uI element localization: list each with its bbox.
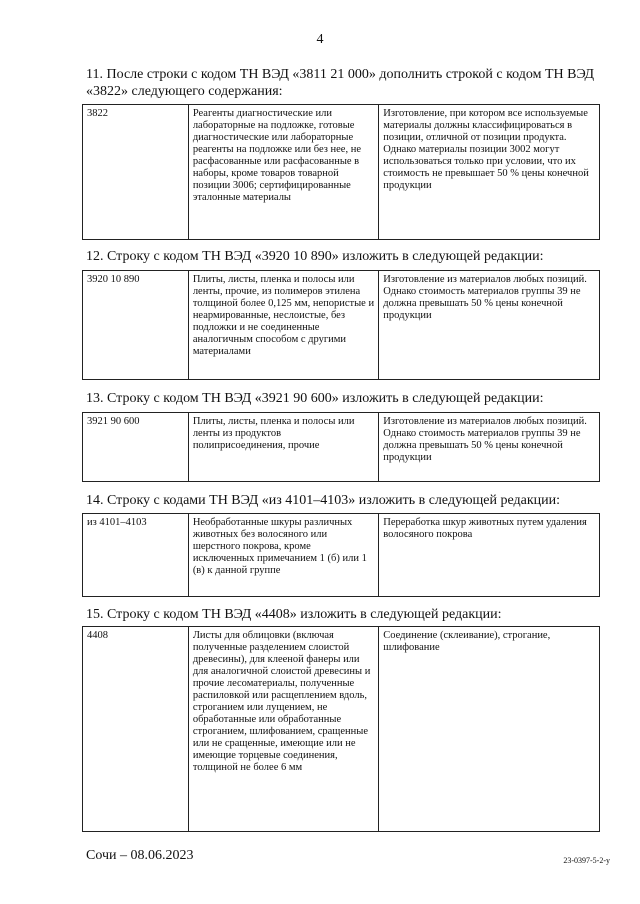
section-12-heading: 12. Строку с кодом ТН ВЭД «3920 10 890» изложить в следующей редакции:	[86, 249, 544, 264]
hs-code-cell: 3822	[83, 105, 189, 240]
section-14-table	[82, 513, 600, 597]
section-15-table	[82, 626, 600, 832]
product-description-cell: Плиты, листы, пленка и полосы или ленты, прочие, из полимеров этилена толщиной более 0,125 мм, непористые и неармированные, неслоистые, без подложки и не соединенные аналогичным способом с другими материалами	[188, 271, 378, 380]
section-11-heading: 11. После строки с кодом ТН ВЭД «3811 21 000» дополнить строкой с кодом ТН ВЭД «3822» следующего содержания:	[86, 67, 595, 99]
table-row	[83, 514, 600, 597]
section-14-heading: 14. Строку с кодами ТН ВЭД «из 4101–4103» изложить в следующей редакции:	[86, 493, 561, 508]
product-description-cell: Необработанные шкуры различных животных без волосяного или шерстного покрова, кроме исключенных примечанием 1 (б) или 1 (в) к данной группе	[188, 514, 378, 597]
footer-place-date: Сочи – 08.06.2023	[86, 848, 194, 863]
origin-condition-cell: Изготовление, при котором все используемые материалы должны классифицироваться в позиции, отличной от позиции продукта. Однако материалы позиции 3002 могут использоваться только при условии, что их стоимость не превышает 50 % цены конечной продукции	[379, 105, 600, 240]
hs-code-cell: 3920 10 890	[83, 271, 189, 380]
table-row	[83, 413, 600, 482]
section-13-heading: 13. Строку с кодом ТН ВЭД «3921 90 600» изложить в следующей редакции:	[86, 391, 544, 406]
hs-code-cell: 3921 90 600	[83, 413, 189, 482]
origin-condition-cell: Соединение (склеивание), строгание, шлифование	[379, 627, 600, 832]
table-row	[83, 271, 600, 380]
product-description-cell: Листы для облицовки (включая полученные разделением слоистой древесины), для клееной фанеры или для аналогичной слоистой древесины и прочие лесоматериалы, полученные распиловкой или расщеплением вдоль, строганием или лущением, не обработанные или обработанные строганием, шлифованием, сращенные или не сращенные, имеющие или не имеющие торцевые соединения, толщиной не более 6 мм	[188, 627, 378, 832]
page-number: 4	[316, 32, 324, 47]
table-row	[83, 105, 600, 240]
table-row	[83, 627, 600, 832]
product-description-cell: Плиты, листы, пленка и полосы или ленты из продуктов полиприсоединения, прочие	[188, 413, 378, 482]
hs-code-cell: из 4101–4103	[83, 514, 189, 597]
origin-condition-cell: Изготовление из материалов любых позиций. Однако стоимость материалов группы 39 не должна превышать 50 % цены конечной продукции	[379, 271, 600, 380]
product-description-cell: Реагенты диагностические или лабораторные на подложке, готовые диагностические или лабораторные реагенты на подложке или без нее, не расфасованные или расфасованные в наборы, кроме товаров товарной позиции 3006; сертифицированные эталонные материалы	[188, 105, 378, 240]
section-11-table	[82, 104, 600, 240]
origin-condition-cell: Изготовление из материалов любых позиций. Однако стоимость материалов группы 39 не должна превышать 50 % цены конечной продукции	[379, 413, 600, 482]
hs-code-cell: 4408	[83, 627, 189, 832]
origin-condition-cell: Переработка шкур животных путем удаления волосяного покрова	[379, 514, 600, 597]
section-15-heading: 15. Строку с кодом ТН ВЭД «4408» изложить в следующей редакции:	[86, 607, 502, 622]
section-12-table	[82, 270, 600, 380]
section-13-table	[82, 412, 600, 482]
footer-document-code: 23-0397-5-2-у	[563, 856, 610, 865]
